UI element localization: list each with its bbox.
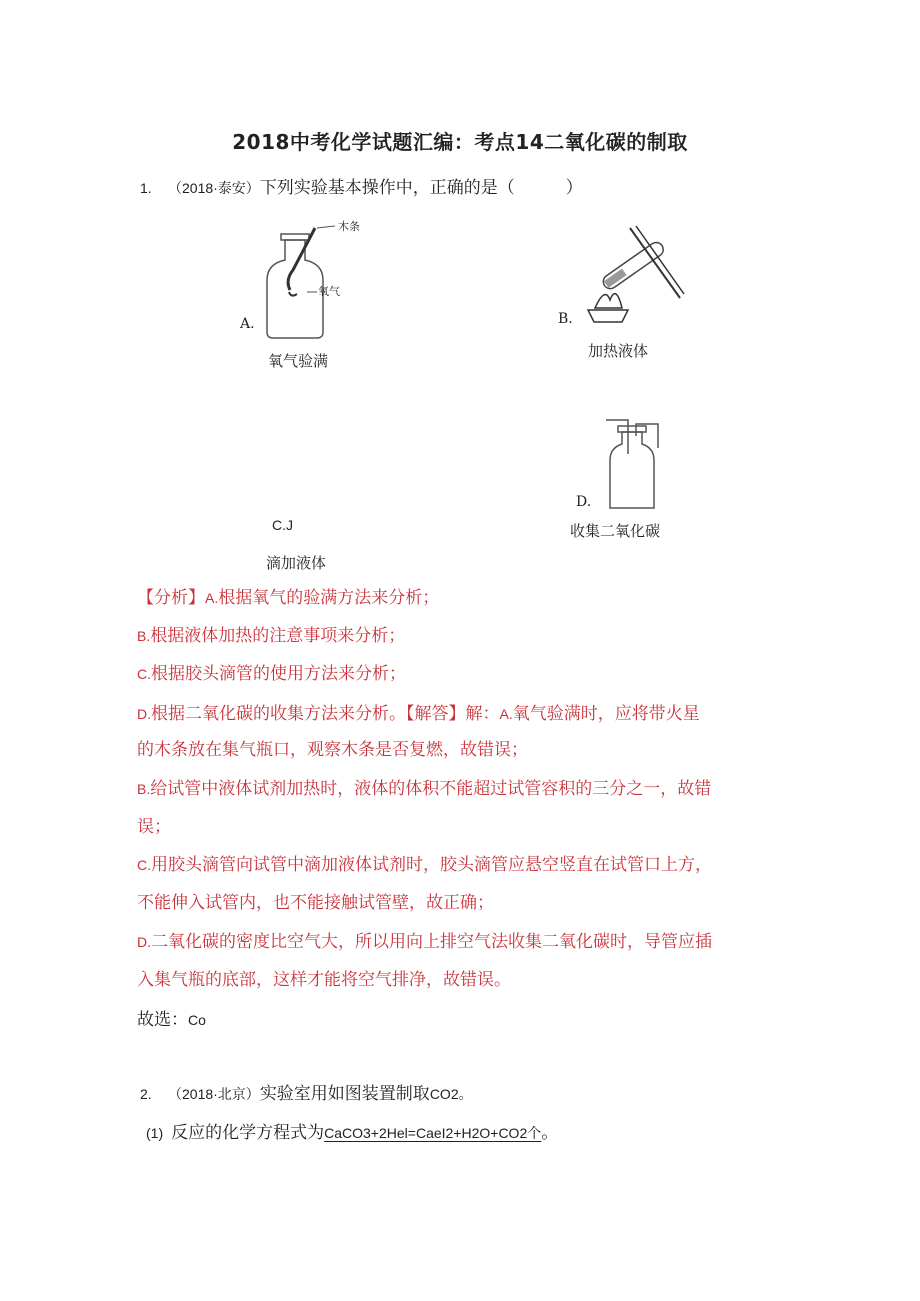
- analysis-line-7: 误；: [137, 817, 171, 837]
- analysis-line-9: 不能伸入试管内，也不能接触试管壁，故正确；: [137, 893, 494, 913]
- question-formula: CO2。: [429, 1086, 473, 1102]
- figure-a-letter: A.: [240, 316, 255, 332]
- equation-answer: CaCO3+2Hel=CaeI2+H2O+CO2个: [324, 1125, 542, 1141]
- figure-d-letter: D.: [576, 494, 592, 510]
- sub-question-text: 反应的化学方程式为: [171, 1123, 325, 1143]
- sub-question-number: (1): [146, 1125, 164, 1141]
- question-text: 实验室用如图装置制取: [259, 1084, 430, 1104]
- question-2-sub-1: (1) 反应的化学方程式为CaCO3+2Hel=CaeI2+H2O+CO2个。: [146, 1123, 559, 1143]
- analysis-line-11: 入集气瓶的底部，这样才能将空气排净，故错误。: [137, 970, 511, 990]
- analysis-line-8: C.用胶头滴管向试管中滴加液体试剂时，胶头滴管应悬空竖直在试管口上方，: [137, 855, 712, 875]
- analysis-line-5: 的木条放在集气瓶口，观察木条是否复燃，故错误；: [137, 740, 528, 760]
- figure-d-collect-co2: [596, 414, 676, 514]
- analysis-line-2: B.根据液体加热的注意事项来分析；: [137, 626, 406, 646]
- question-1-stem: [140, 176, 583, 200]
- figure-d-caption: 收集二氧化碳: [570, 522, 661, 540]
- figure-c-caption: 滴加液体: [266, 554, 327, 572]
- question-2-stem: [140, 1082, 473, 1106]
- answer-value: Co: [188, 1012, 206, 1028]
- figure-b-caption: 加热液体: [588, 342, 649, 360]
- figure-a-caption: 氧气验满: [268, 352, 329, 370]
- figure-b-heating-liquid: [580, 218, 690, 328]
- answer-label: 故选：: [137, 1010, 188, 1030]
- analysis-line-6: B.给试管中液体试剂加热时，液体的体积不能超过试管容积的三分之一，故错: [137, 779, 712, 799]
- question-number: 1.: [140, 180, 152, 196]
- figure-c-letter: C.J: [272, 517, 293, 533]
- analysis-tag: 【分析】: [137, 588, 205, 608]
- figure-a-oxygen-test: [255, 220, 375, 350]
- figure-b-letter: B.: [558, 311, 573, 327]
- page-title: 2018中考化学试题汇编：考点14二氧化碳的制取: [232, 130, 688, 154]
- question-source: （2018·泰安）: [168, 180, 260, 196]
- analysis-line-4: D.根据二氧化碳的收集方法来分析。【解答】解：A.氧气验满时，应将带火星: [137, 704, 700, 724]
- analysis-line-10: D.二氧化碳的密度比空气大，所以用向上排空气法收集二氧化碳时，导管应插: [137, 932, 712, 952]
- label-gas: 氧气: [318, 285, 340, 298]
- analysis-line-1: 【分析】A.根据氧气的验满方法来分析；: [137, 588, 440, 608]
- answer-line: [137, 1008, 206, 1032]
- label-stick: 木条: [338, 220, 360, 233]
- question-text: 下列实验基本操作中，正确的是（ ）: [259, 178, 583, 198]
- question-number: 2.: [140, 1086, 152, 1102]
- analysis-line-3: C.根据胶头滴管的使用方法来分析；: [137, 664, 406, 684]
- question-source: （2018·北京）: [168, 1086, 260, 1102]
- solution-tag: 【解答】: [406, 704, 466, 724]
